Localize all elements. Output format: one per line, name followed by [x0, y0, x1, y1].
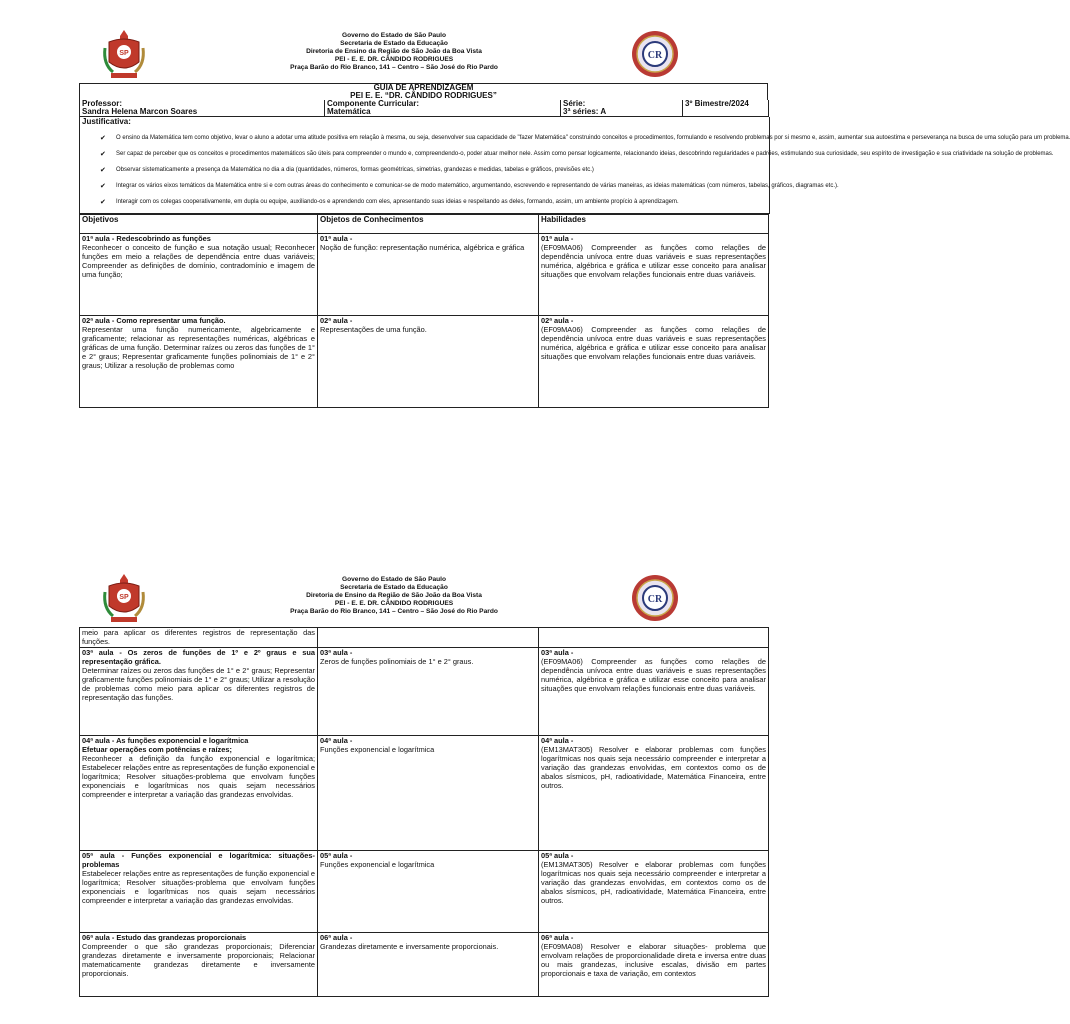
justification-item: [82, 148, 1054, 161]
lesson-subtitle: Efetuar operações com potências e raízes;: [82, 745, 232, 754]
table-row: [80, 234, 769, 316]
habilidade-cell: [539, 736, 769, 851]
objetivo-cell: [80, 851, 318, 933]
lesson-text: (EM13MAT305) Resolver e elaborar problemas com funções logarítmicas nos quais seja necessário compreender e interpretar a variação das grandezas envolvidas, em contextos como os de abalos sísmicos, pH, radioatividade, Matemática Financeira, entre outros.: [541, 860, 766, 905]
lesson-title: 03ª aula -: [541, 648, 574, 657]
lesson-title: 02ª aula -: [320, 316, 353, 325]
lesson-title: 01ª aula -: [541, 234, 574, 243]
svg-text:CR: CR: [647, 594, 663, 605]
professor-cell: [80, 100, 325, 117]
component-cell: [325, 100, 561, 117]
justification-text: Interagir com os colegas cooperativamente, em dupla ou equipe, auxiliando-os e aprendendo com eles, apresentando suas ideias e respeitando as deles, formando, assim, um ambiente propício à aprendizagem.: [116, 199, 679, 205]
lesson-text: (EF09MA08) Resolver e elaborar situações- problema que envolvam relações de proporcionalidade direta e inversa entre duas ou mais grandezas, inclusive escalas, divisão em partes proporcionais e taxa de variação, em contextos: [541, 942, 766, 978]
header-line: Praça Barão do Rio Branco, 141 – Centro – São José do Rio Pardo: [290, 64, 498, 71]
header-line: Praça Barão do Rio Branco, 141 – Centro – São José do Rio Pardo: [290, 608, 498, 615]
checkmark-icon: ✔: [100, 135, 106, 142]
info-table: [79, 100, 769, 117]
lesson-text: (EM13MAT305) Resolver e elaborar problemas com funções logarítmicas nos quais seja necessário compreender e interpretar a variação das grandezas envolvidas, em contextos como os de abalos sísmicos, pH, radioatividade, Matemática Financeira, entre outros.: [541, 745, 766, 790]
table-row: [80, 648, 769, 736]
table-row: [80, 851, 769, 933]
bimester-cell: [683, 100, 769, 117]
lesson-text: Reconhecer o conceito de função e sua notação usual; Reconhecer funções em meio a relações de dependência entre duas variáveis; Compreender as definições de domínio, contradomínio e imagem de uma função;: [82, 243, 315, 279]
lesson-text: meio para aplicar os diferentes registros de representação das funções.: [82, 628, 315, 646]
justification-text: O ensino da Matemática tem como objetivo, levar o aluno a adotar uma atitude positiva em relação à mesma, ou seja, desenvolver sua capacidade de "fazer Matemática" construindo conceitos e procedimentos, formulando e resolvendo problemas por si mesmo e, assim, aumentar sua autoestima e perseverança na busca de uma solução para um problema.: [116, 135, 1070, 141]
series-label: Série:: [563, 99, 586, 108]
component-label: Componente Curricular:: [327, 99, 420, 108]
school-crest-icon: [631, 574, 679, 622]
header-line: Secretaria de Estado da Educação: [340, 40, 448, 47]
justification-item: [82, 164, 767, 177]
objetivo-cell: [80, 628, 318, 648]
guide-title-block: [79, 83, 768, 100]
justification-item: [82, 196, 767, 209]
lesson-title: 04ª aula - As funções exponencial e logarítmica: [82, 736, 249, 745]
svg-text:CR: CR: [647, 50, 663, 61]
habilidade-cell: [539, 628, 769, 648]
conhecimento-cell: [318, 933, 539, 997]
lessons-table-page-2: [79, 627, 769, 997]
justification-text: Observar sistematicamente a presença da Matemática no dia a dia (quantidades, números, formas geométricas, simetrias, grandezas e medidas, tabelas e gráficos, previsões etc.): [116, 167, 594, 173]
lesson-text: Reconhecer a definição da função exponencial e logarítmica; Estabelecer relações entre as representações de função exponencial e logarítmica; Resolver situações-problema que envolvam funções exponenciais e logarítmicas nos quais sejam necessários compreender e interpretar a variação das grandezas envolvidas.: [82, 754, 315, 799]
lesson-title: 02ª aula - Como representar uma função.: [82, 316, 226, 325]
lesson-title: 05ª aula - Funções exponencial e logarítmica: situações-problemas: [82, 851, 315, 869]
header-line: Governo do Estado de São Paulo: [341, 32, 447, 39]
component-value: Matemática: [327, 107, 371, 116]
lesson-text: Estabelecer relações entre as representações de função exponencial e logarítmica; Resolver situações-problema que envolvam funções exponenciais e logarítmicas nos quais sejam necessários compreender e interpretar a variação das grandezas envolvidas.: [82, 869, 315, 905]
checkmark-icon: ✔: [100, 199, 106, 206]
bimester-value: 3º Bimestre/2024: [685, 99, 749, 108]
justification-item: [82, 180, 839, 193]
header-text: [199, 32, 589, 72]
header-text: [199, 576, 589, 616]
lesson-text: Grandezas diretamente e inversamente proporcionais.: [320, 942, 499, 951]
sp-coat-of-arms-icon: [103, 28, 145, 82]
objetivo-cell: [80, 648, 318, 736]
guide-subtitle: PEI E. E. “DR. CÂNDIDO RODRIGUES”: [80, 92, 768, 100]
sp-coat-of-arms-icon: [103, 572, 145, 626]
lesson-title: 05ª aula -: [541, 851, 574, 860]
justification-label: Justificativa:: [82, 117, 131, 126]
lesson-text: (EF09MA06) Compreender as funções como relações de dependência unívoca entre duas variáveis e suas representações numérica, algébrica e gráfica e utilizar esse conceito para analisar situações que envolvam relações funcionais entre duas variáveis.: [541, 243, 766, 279]
lesson-title: 01ª aula -: [320, 234, 353, 243]
guide-title: GUIA DE APRENDIZAGEM: [80, 84, 768, 93]
lesson-title: 04ª aula -: [541, 736, 574, 745]
conhecimento-cell: [318, 628, 539, 648]
professor-name: Sandra Helena Marcon Soares: [82, 107, 198, 116]
document-page-1: [79, 28, 1070, 478]
lesson-title: 01ª aula - Redescobrindo as funções: [82, 234, 211, 243]
lesson-title: 02ª aula -: [541, 316, 574, 325]
habilidade-cell: [539, 933, 769, 997]
conhecimento-cell: [318, 316, 539, 408]
objetivo-cell: [80, 234, 318, 316]
objetivo-cell: [80, 736, 318, 851]
lesson-title: 03ª aula - Os zeros de funções de 1º e 2º graus e sua representação gráfica.: [82, 648, 315, 666]
header-line: Secretaria de Estado da Educação: [340, 584, 448, 591]
professor-label: Professor:: [82, 99, 123, 108]
lesson-text: Funções exponencial e logarítmica: [320, 745, 435, 754]
lesson-title: 03ª aula -: [320, 648, 353, 657]
header-line: Diretoria de Ensino da Região de São João da Boa Vista: [306, 48, 482, 55]
lesson-title: 04ª aula -: [320, 736, 353, 745]
lesson-title: 06ª aula -: [320, 933, 353, 942]
table-row: [80, 628, 769, 648]
header-line: PEI - E. E. DR. CÂNDIDO RODRIGUES: [334, 600, 454, 607]
svg-text:SP: SP: [119, 50, 129, 57]
series-value: 3ª séries: A: [563, 107, 607, 116]
header-line: Governo do Estado de São Paulo: [341, 576, 447, 583]
habilidade-cell: [539, 234, 769, 316]
school-crest-icon: [631, 30, 679, 78]
lesson-text: Representar uma função numericamente, algebricamente e graficamente; relacionar as representações numéricas, algébricas e gráficas de uma função. Determinar raízes ou zeros das funções de 1° e 2° graus; Representar graficamente funções polinomiais de 1° e 2° graus; Utilizar a resolução de problemas como: [82, 325, 315, 370]
lesson-text: Zeros de funções polinomiais de 1° e 2° graus.: [320, 657, 474, 666]
objetivo-cell: [80, 933, 318, 997]
column-header-objetos: Objetos de Conhecimentos: [318, 215, 539, 234]
justification-block: [79, 117, 1070, 214]
conhecimento-cell: [318, 648, 539, 736]
checkmark-icon: ✔: [100, 167, 106, 174]
lesson-text: (EF09MA06) Compreender as funções como relações de dependência unívoca entre duas variáveis e suas representações numérica, algébrica e gráfica e utilizar esse conceito para analisar situações que envolvam relações funcionais entre duas variáveis.: [541, 325, 766, 361]
justification-item: [82, 132, 1070, 145]
justification-text: Ser capaz de perceber que os conceitos e procedimentos matemáticos são úteis para compreender o mundo e, compreendendo-o, poder atuar melhor nele. Assim como pensar logicamente, relacionando ideias, descobrindo regularidades e padrões, estimulando sua curiosidade, seu espírito de investigação e sua criatividade na solução de problemas.: [116, 151, 1054, 157]
lessons-table-page-1: [79, 214, 769, 408]
document-page-2: [79, 572, 768, 1016]
lesson-text: Determinar raízes ou zeros das funções de 1° e 2° graus; Representar graficamente funções polinomiais de 1° e 2° graus; Utilizar a resolução de problemas como meio para aplicar os diferentes registros de representação das funções.: [82, 666, 315, 702]
page-header: [79, 28, 768, 83]
justification-list: [82, 132, 1070, 209]
column-header-objetivos: Objetivos: [80, 215, 318, 234]
lesson-title: 05ª aula -: [320, 851, 353, 860]
series-cell: [561, 100, 683, 117]
column-header-habilidades: Habilidades: [539, 215, 769, 234]
habilidade-cell: [539, 648, 769, 736]
lesson-title: 06ª aula - Estudo das grandezas proporcionais: [82, 933, 247, 942]
checkmark-icon: ✔: [100, 151, 106, 158]
table-row: [80, 736, 769, 851]
header-line: Diretoria de Ensino da Região de São João da Boa Vista: [306, 592, 482, 599]
lesson-text: (EF09MA06) Compreender as funções como relações de dependência unívoca entre duas variáveis e suas representações numérica, algébrica e gráfica e utilizar esse conceito para analisar situações que envolvam relações funcionais entre duas variáveis.: [541, 657, 766, 693]
lesson-text: Representações de uma função.: [320, 325, 427, 334]
header-line: PEI - E. E. DR. CÂNDIDO RODRIGUES: [334, 56, 454, 63]
habilidade-cell: [539, 851, 769, 933]
table-row: [80, 933, 769, 997]
checkmark-icon: ✔: [100, 183, 106, 190]
table-row: [80, 316, 769, 408]
conhecimento-cell: [318, 851, 539, 933]
conhecimento-cell: [318, 736, 539, 851]
lesson-text: Compreender o que são grandezas proporcionais; Diferenciar grandezas diretamente e inversamente proporcionais; Relacionar matematicamente grandezas diretamente e inversamente proporcionais.: [82, 942, 315, 978]
objetivo-cell: [80, 316, 318, 408]
habilidade-cell: [539, 316, 769, 408]
page-header: [79, 572, 768, 627]
conhecimento-cell: [318, 234, 539, 316]
lesson-title: 06ª aula -: [541, 933, 574, 942]
lesson-text: Noção de função: representação numérica, algébrica e gráfica: [320, 243, 525, 252]
lesson-text: Funções exponencial e logarítmica: [320, 860, 435, 869]
svg-text:SP: SP: [119, 594, 129, 601]
justification-text: Integrar os vários eixos temáticos da Matemática entre si e com outras áreas do conhecimento e comunicar-se de modo matemático, argumentando, escrevendo e representando de várias maneiras, as ideias matemáticas (com números, tabelas, gráficos, diagramas etc.).: [116, 183, 839, 189]
